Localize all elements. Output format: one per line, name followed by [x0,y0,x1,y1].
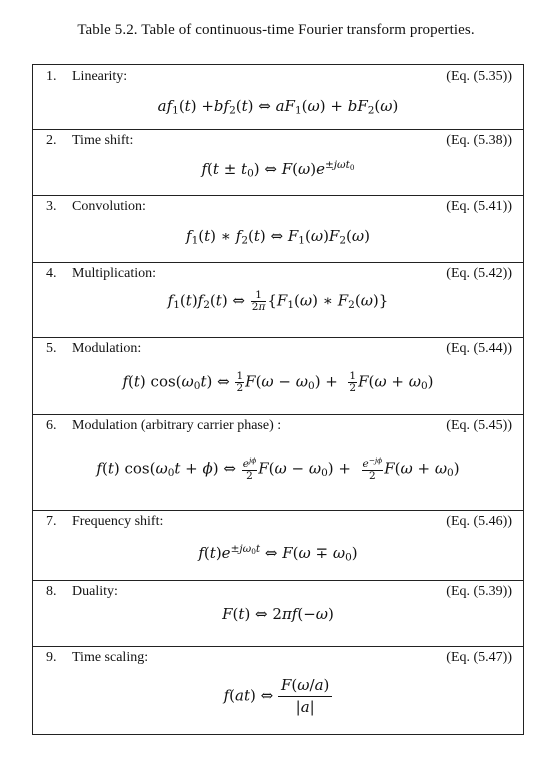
property-heading [46,341,141,357]
formula-modulation: f(t) $\cos(\omega_0t)$ ⇔ $\frac{1}{2}$ $F(\omega - \omega_0)$ + $\frac{1}{2}$ $F(\omega + \omega_0)$ [122,370,434,395]
table-caption: Table 5.2. Table of continuous-time Fourier transform properties. [77,22,475,38]
property-number: 8. [46,584,57,599]
equation-reference: (Eq. (5.42)) [446,266,512,281]
property-row-convolution [33,195,523,262]
fourier-properties-table [32,64,524,735]
property-number: 2. [46,133,57,148]
property-heading [46,514,163,530]
property-number: 1. [46,69,57,84]
property-name: Time scaling: [72,650,149,665]
property-row-duality [33,580,523,646]
property-number: 4. [46,266,57,281]
formula-time-scaling: f(at) ⇔ $\frac{F(\omega/a)}{|a|}$ [33,676,523,717]
property-row-time-shift [33,129,523,195]
property-row-time-scaling [33,646,523,736]
property-number: 3. [46,199,57,214]
formula-frequency-shift: $f(t)e^{\pm j\omega_0t}$ ⇔ $F(\omega \mp \omega_0)$ [198,543,358,564]
property-number: 6. [46,418,57,433]
property-row-modulation [33,337,523,414]
formula-linearity: $af_1(t) +bf_2(t)$ ⇔ $aF_1(\omega) + bF_2(\omega)$ [157,97,399,117]
property-name: Modulation: [72,341,142,356]
formula-convolution: $f_1(t)$ ∗ $f_2(t)$ ⇔ $F_1(\omega)F_2(\omega)$ [186,227,370,247]
property-heading [46,418,281,434]
property-row-linearity [33,65,523,129]
property-heading [46,266,156,282]
equation-reference: (Eq. (5.41)) [446,199,512,214]
property-heading [46,584,118,600]
equation-reference: (Eq. (5.35)) [446,69,512,84]
equation-reference: (Eq. (5.39)) [446,584,512,599]
property-name: Time shift: [72,133,134,148]
property-number: 5. [46,341,57,356]
formula-duality: F(t) ⇔ 2πf(−ω) [222,605,334,623]
property-number: 7. [46,514,57,529]
property-row-frequency-shift [33,510,523,580]
formula-modulation-phase: f(t) $\cos(\omega_0t + \phi)$ ⇔ $\frac{e^{j\phi}}{2}$ $F(\omega - \omega_0)$ + $\frac{e^{-j\phi}}{2}$ $F(\omega + \omega_0)$ [96,456,460,483]
formula-multiplication: $f_1(t)f_2(t)$ ⇔ $\frac{1}{2\pi}$ {$F_1(\omega)$ ∗ $F_2(\omega)$} [167,289,389,314]
property-heading [46,199,146,215]
property-name: Multiplication: [72,266,156,281]
formula-time-shift: $f(t \pm t_0)$ ⇔ $F(\omega)e^{\pm j\omega t_0}$ [201,159,355,180]
property-name: Duality: [72,584,118,599]
property-name: Convolution: [72,199,146,214]
property-heading [46,650,148,666]
property-row-multiplication [33,262,523,337]
equation-reference: (Eq. (5.38)) [446,133,512,148]
equation-reference: (Eq. (5.45)) [446,418,512,433]
property-row-modulation-phase [33,414,523,510]
property-heading [46,133,133,149]
equation-reference: (Eq. (5.46)) [446,514,512,529]
property-name: Frequency shift: [72,514,164,529]
property-name: Linearity: [72,69,128,84]
property-name: Modulation (arbitrary carrier phase) : [72,418,282,433]
equation-reference: (Eq. (5.44)) [446,341,512,356]
property-number: 9. [46,650,57,665]
property-heading [46,69,127,85]
equation-reference: (Eq. (5.47)) [446,650,512,665]
